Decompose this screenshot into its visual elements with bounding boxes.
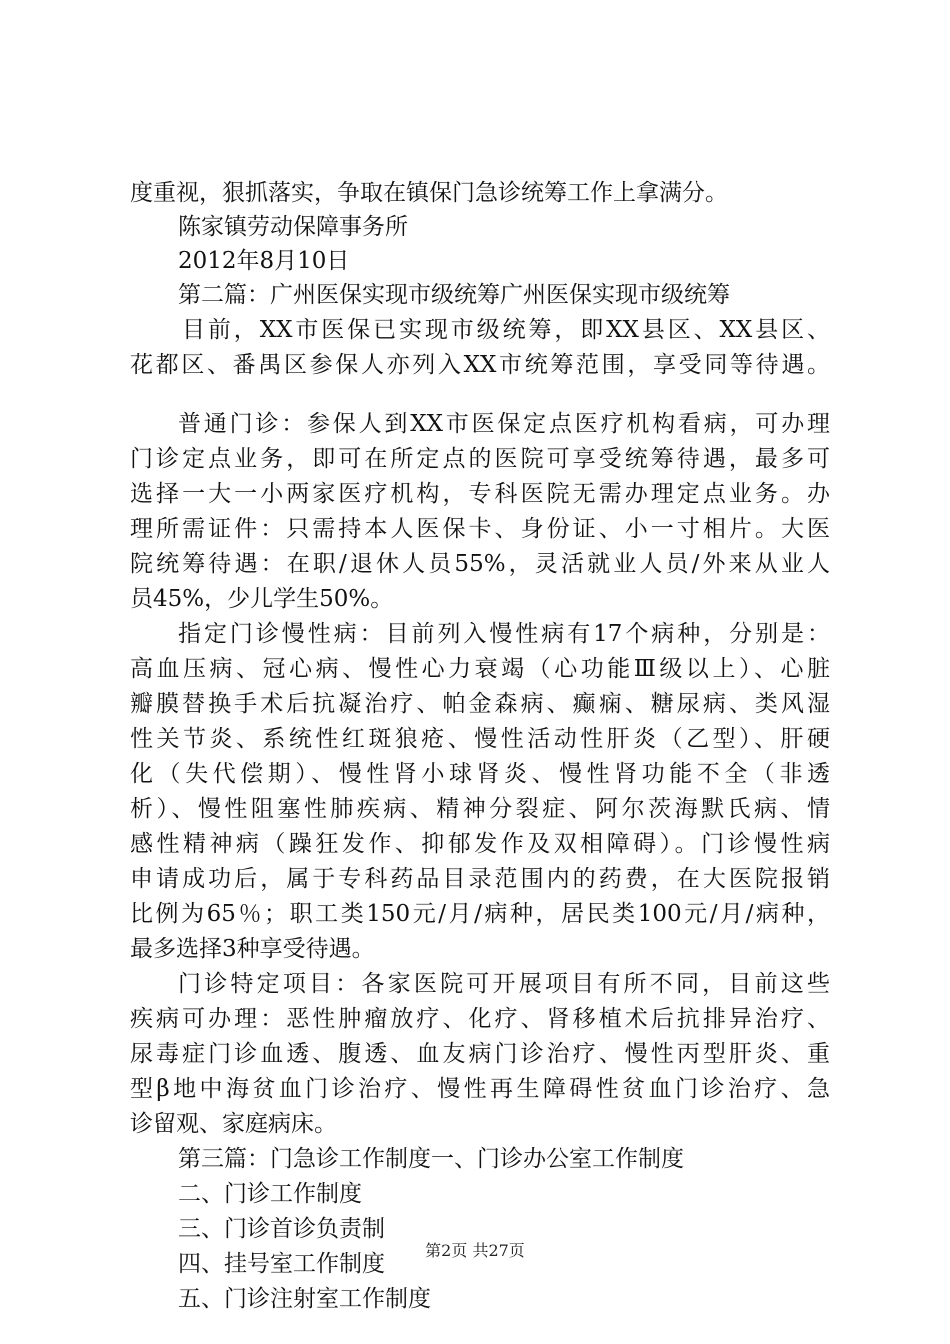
paragraph-line: 员45%，少儿学生50%。 xyxy=(130,586,394,612)
paragraph-line: 型β地中海贫血门诊治疗、慢性再生障碍性贫血门诊治疗、急 xyxy=(130,1076,830,1102)
paragraph-line: 性关节炎、系统性红斑狼疮、慢性活动性肝炎（乙型）、肝硬 xyxy=(130,726,830,752)
paragraph-line: 高血压病、冠心病、慢性心力衰竭（心功能Ⅲ级以上）、心脏 xyxy=(130,656,830,682)
paragraph-line: 尿毒症门诊血透、腹透、血友病门诊治疗、慢性丙型肝炎、重 xyxy=(130,1041,830,1067)
section-heading: 第三篇：门急诊工作制度一、门诊办公室工作制度 xyxy=(178,1146,684,1172)
list-item: 三、门诊首诊负责制 xyxy=(178,1216,385,1242)
signature-organization: 陈家镇劳动保障事务所 xyxy=(178,214,408,240)
paragraph-line: 最多选择3种享受待遇。 xyxy=(130,936,375,962)
paragraph-line: 析）、慢性阻塞性肺疾病、精神分裂症、阿尔茨海默氏病、情 xyxy=(130,796,830,822)
paragraph-line: 比例为65％；职工类150元/月/病种，居民类100元/月/病种， xyxy=(130,901,830,927)
paragraph-line: 花都区、番禺区参保人亦列入XX市统筹范围，享受同等待遇。 xyxy=(130,352,830,378)
paragraph-line: 门诊定点业务，即可在所定点的医院可享受统筹待遇，最多可 xyxy=(130,446,830,472)
page-number-footer: 第2页 共27页 xyxy=(425,1241,525,1260)
paragraph-line: 感性精神病（躁狂发作、抑郁发作及双相障碍）。门诊慢性病 xyxy=(130,831,830,857)
paragraph-line: 度重视，狠抓落实，争取在镇保门急诊统筹工作上拿满分。 xyxy=(130,180,728,206)
section-heading: 第二篇：广州医保实现市级统筹广州医保实现市级统筹 xyxy=(178,282,730,308)
signature-date: 2012年8月10日 xyxy=(178,248,350,274)
paragraph-line: 选择一大一小两家医疗机构，专科医院无需办理定点业务。办 xyxy=(130,481,830,507)
paragraph-line: 化（失代偿期）、慢性肾小球肾炎、慢性肾功能不全（非透 xyxy=(130,761,830,787)
paragraph-line: 理所需证件：只需持本人医保卡、身份证、小一寸相片。大医 xyxy=(130,516,830,542)
paragraph-line: 门诊特定项目：各家医院可开展项目有所不同，目前这些 xyxy=(178,971,830,997)
paragraph-line: 诊留观、家庭病床。 xyxy=(130,1111,337,1137)
list-item: 二、门诊工作制度 xyxy=(178,1181,362,1207)
paragraph-line: 院统筹待遇：在职/退休人员55%，灵活就业人员/外来从业人 xyxy=(130,551,830,577)
list-item: 四、挂号室工作制度 xyxy=(178,1251,385,1277)
paragraph-line: 疾病可办理：恶性肿瘤放疗、化疗、肾移植术后抗排异治疗、 xyxy=(130,1006,830,1032)
paragraph-line: 指定门诊慢性病：目前列入慢性病有17个病种，分别是： xyxy=(178,621,830,647)
paragraph-line: 普通门诊：参保人到XX市医保定点医疗机构看病，可办理 xyxy=(178,411,830,437)
paragraph-line: 目前，XX市医保已实现市级统筹，即XX县区、XX县区、 xyxy=(182,317,830,343)
list-item: 五、门诊注射室工作制度 xyxy=(178,1286,431,1312)
paragraph-line: 瓣膜替换手术后抗凝治疗、帕金森病、癫痫、糖尿病、类风湿 xyxy=(130,691,830,717)
paragraph-line: 申请成功后，属于专科药品目录范围内的药费，在大医院报销 xyxy=(130,866,830,892)
